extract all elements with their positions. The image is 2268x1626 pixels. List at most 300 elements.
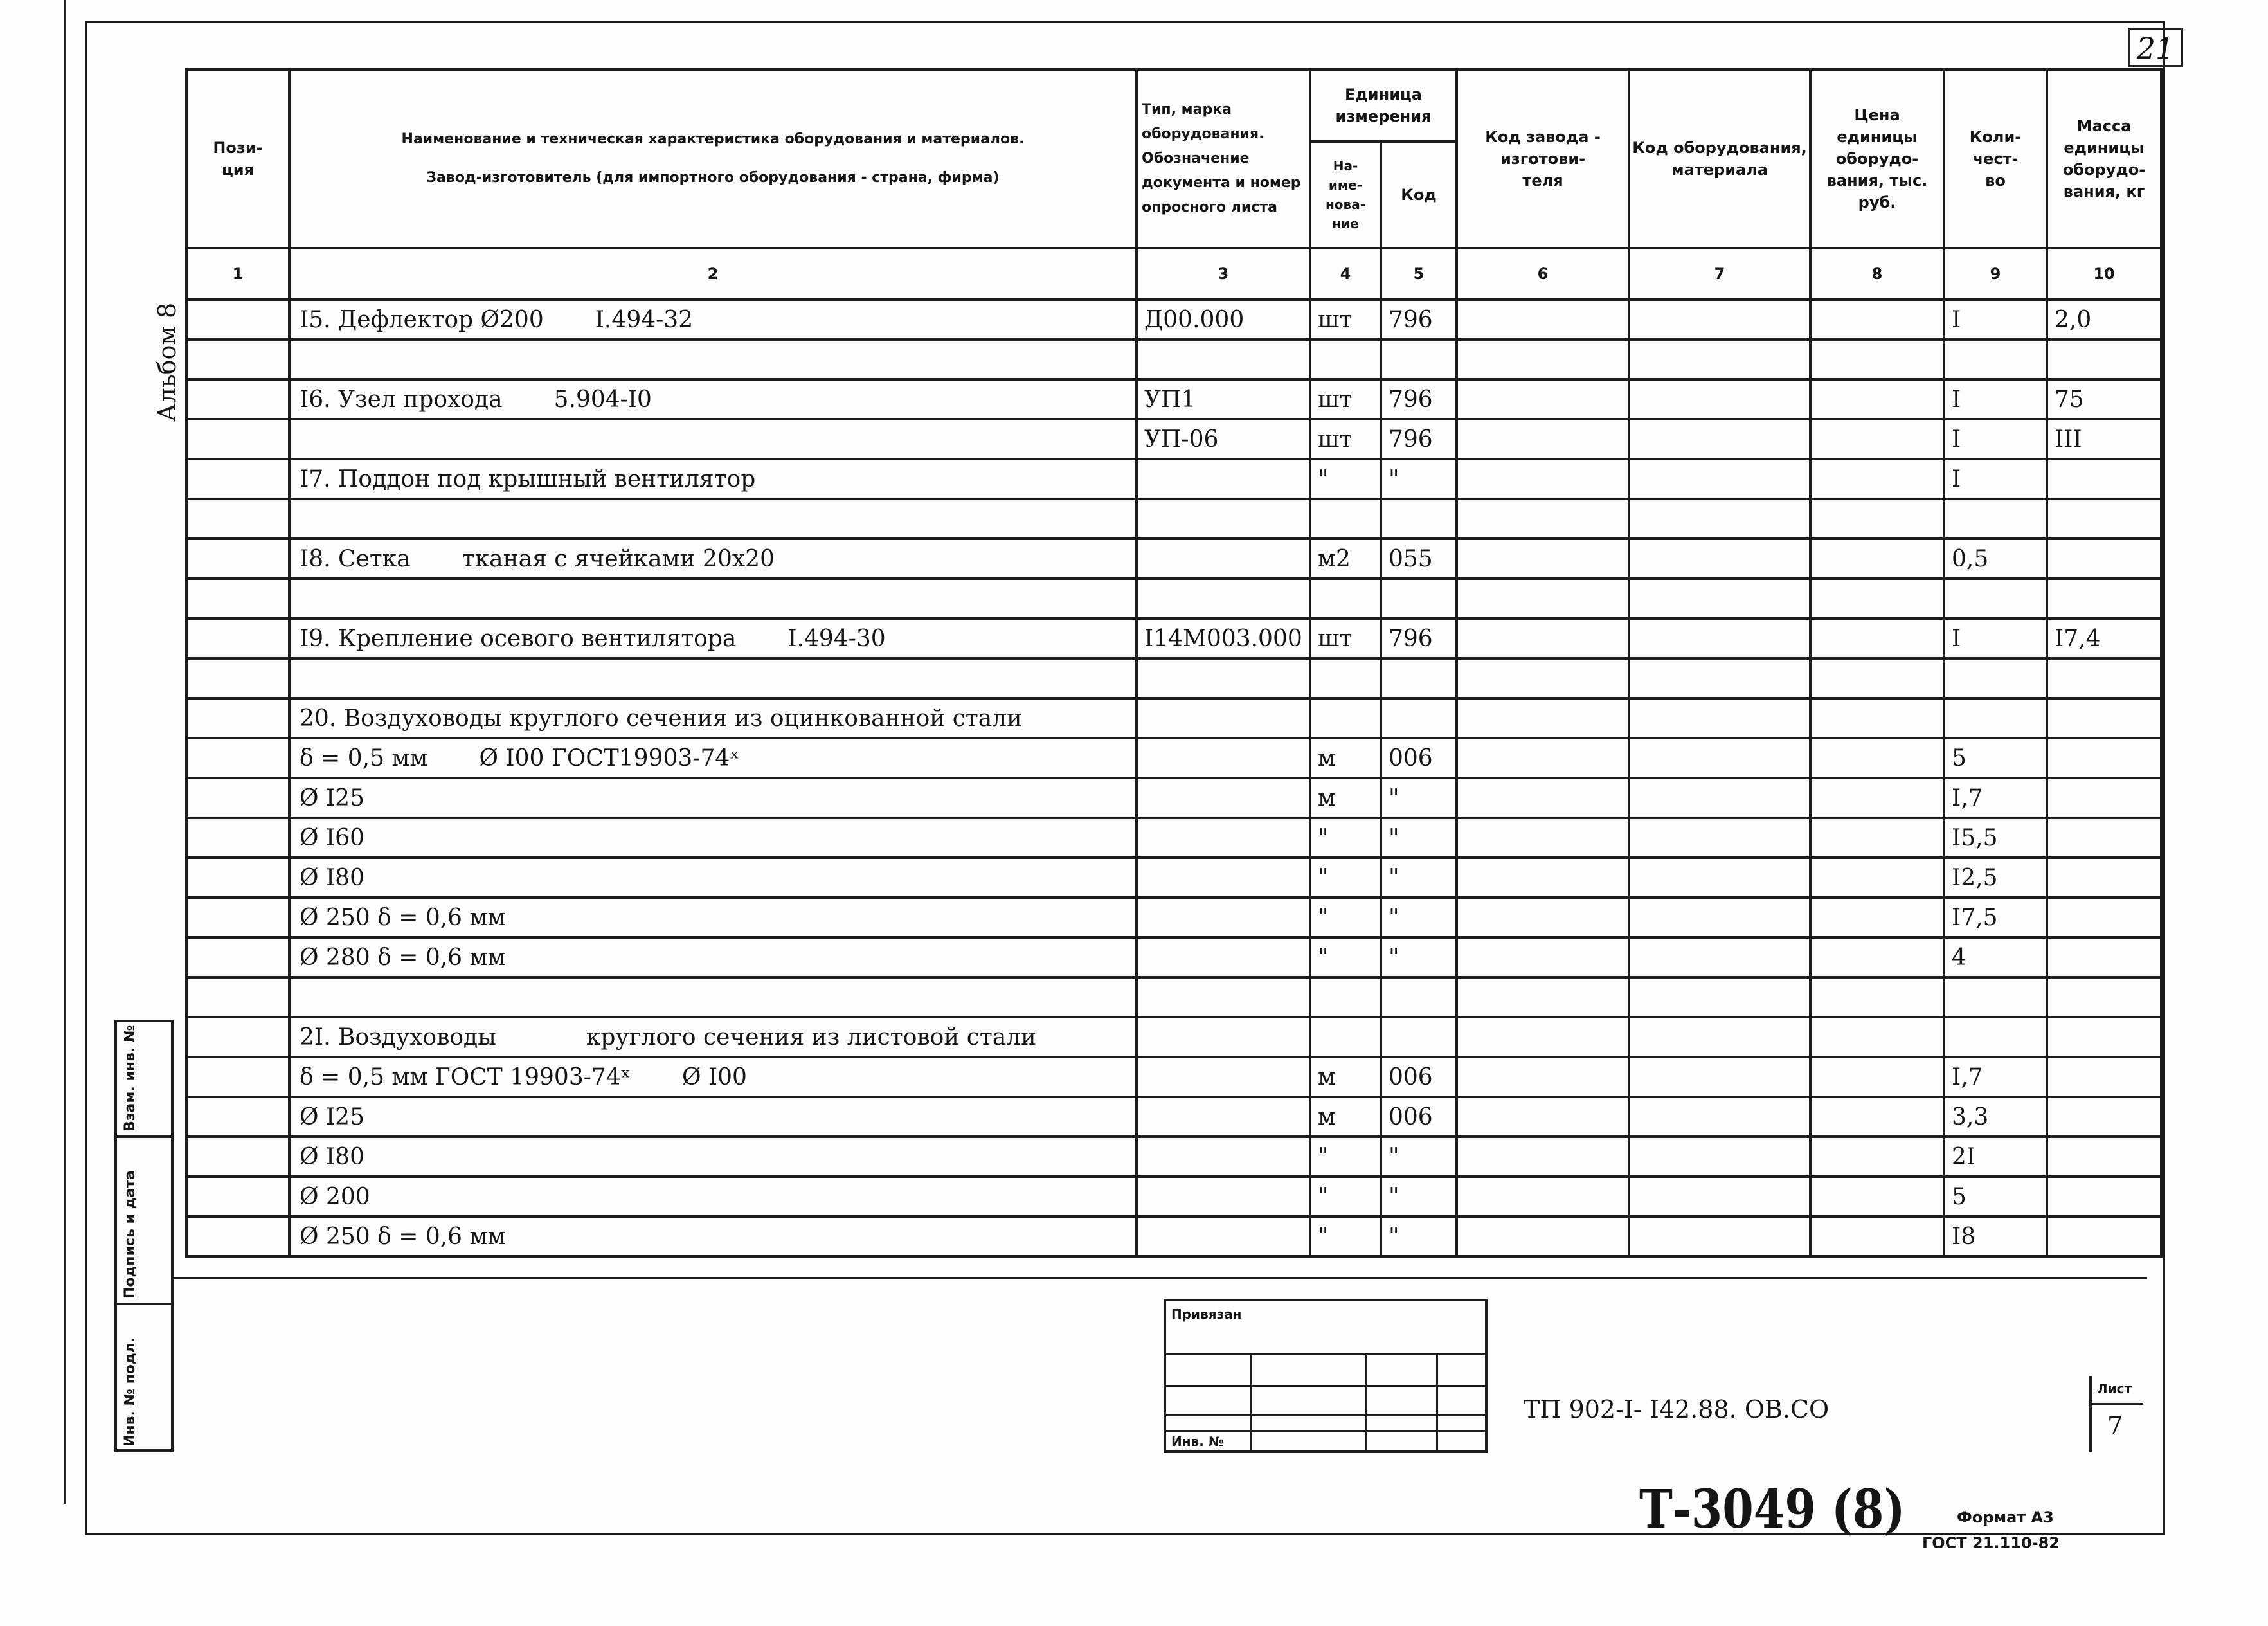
header-position: Пози- ция [186, 69, 289, 248]
cell-type [1137, 579, 1310, 619]
table-row [186, 1216, 2161, 1256]
cell-type: УП1 [1137, 379, 1310, 419]
cell-qty: 2I [1944, 1137, 2047, 1177]
col-num: 4 [1310, 248, 1381, 300]
cell-pos [186, 937, 289, 977]
item-name: Ø I25 [300, 1103, 364, 1130]
cell-name [289, 1057, 1137, 1097]
header-type: Тип, марка оборудования. Обозначение документа и номер опросного листа [1137, 69, 1310, 248]
cell-f6 [1457, 459, 1629, 499]
cell-qty: I [1944, 419, 2047, 459]
cell-code: " [1381, 858, 1457, 898]
cell-unit: " [1310, 459, 1381, 499]
cell-f7 [1629, 1057, 1810, 1097]
cell-type [1137, 658, 1310, 698]
cell-qty: I8 [1944, 1216, 2047, 1256]
cell-type [1137, 1137, 1310, 1177]
cell-type: I14М003.000 [1137, 619, 1310, 658]
cell-type [1137, 698, 1310, 738]
cell-qty: I [1944, 300, 2047, 339]
cell-pos [186, 858, 289, 898]
col-num: 3 [1137, 248, 1310, 300]
cell-f6 [1457, 339, 1629, 379]
cell-unit: " [1310, 818, 1381, 858]
cell-pos [186, 738, 289, 778]
cell-name [289, 738, 1137, 778]
grid-line [1436, 1353, 1438, 1453]
strip-inv-label: Инв. № подл. [122, 1337, 138, 1447]
inv-no-label: Инв. № [1171, 1434, 1224, 1449]
cell-code: 796 [1381, 300, 1457, 339]
cell-f7 [1629, 977, 1810, 1017]
cell-pos [186, 499, 289, 539]
item-name: I8. Сетка [300, 545, 411, 572]
cell-pos [186, 419, 289, 459]
cell-qty: I2,5 [1944, 858, 2047, 898]
cell-f8 [1810, 1137, 1944, 1177]
cell-mass [2047, 1017, 2161, 1057]
item-name: Ø 250 δ = 0,6 мм [300, 1223, 506, 1250]
header-unit: Единица измерения [1310, 69, 1457, 141]
cell-f7 [1629, 778, 1810, 818]
cell-f6 [1457, 300, 1629, 339]
cell-mass [2047, 738, 2161, 778]
cell-f7 [1629, 898, 1810, 937]
cell-mass [2047, 937, 2161, 977]
grid-line [1365, 1353, 1367, 1453]
cell-f6 [1457, 698, 1629, 738]
cell-type [1137, 898, 1310, 937]
cell-code [1381, 977, 1457, 1017]
item-reference: тканая с ячейками 20х20 [462, 545, 775, 572]
cell-code: " [1381, 778, 1457, 818]
col-num: 9 [1944, 248, 2047, 300]
item-reference: 5.904-I0 [554, 386, 652, 413]
cell-f6 [1457, 619, 1629, 658]
cell-mass [2047, 1057, 2161, 1097]
cell-f8 [1810, 419, 1944, 459]
table-row [186, 1017, 2161, 1057]
cell-name [289, 379, 1137, 419]
cell-code [1381, 658, 1457, 698]
cell-unit: " [1310, 937, 1381, 977]
cell-code: " [1381, 818, 1457, 858]
cell-f6 [1457, 937, 1629, 977]
table-row [186, 658, 2161, 698]
cell-type [1137, 539, 1310, 579]
item-name: I6. Узел прохода [300, 386, 503, 413]
cell-mass [2047, 499, 2161, 539]
cell-f8 [1810, 977, 1944, 1017]
cell-unit [1310, 1017, 1381, 1057]
privyazan-block [1164, 1299, 1488, 1453]
cell-qty [1944, 977, 2047, 1017]
grid-line [1250, 1353, 1252, 1453]
cell-qty [1944, 1017, 2047, 1057]
cell-f7 [1629, 818, 1810, 858]
gost-label: ГОСТ 21.110-82 [1922, 1534, 2060, 1548]
cell-type [1137, 858, 1310, 898]
table-row [186, 419, 2161, 459]
cell-f6 [1457, 977, 1629, 1017]
table-row [186, 1057, 2161, 1097]
cell-qty: I5,5 [1944, 818, 2047, 858]
cell-mass [2047, 459, 2161, 499]
cell-unit: шт [1310, 300, 1381, 339]
cell-pos [186, 619, 289, 658]
cell-f7 [1629, 579, 1810, 619]
cell-qty [1944, 499, 2047, 539]
cell-code: " [1381, 1216, 1457, 1256]
cell-f6 [1457, 1097, 1629, 1137]
cell-f8 [1810, 539, 1944, 579]
cell-name [289, 898, 1137, 937]
cell-mass [2047, 1216, 2161, 1256]
cell-name [289, 1216, 1137, 1256]
col-num: 10 [2047, 248, 2161, 300]
item-reference: I.494-32 [595, 306, 694, 333]
cell-f7 [1629, 1017, 1810, 1057]
cell-pos [186, 1216, 289, 1256]
cell-name [289, 977, 1137, 1017]
cell-mass [2047, 579, 2161, 619]
cell-code: " [1381, 1177, 1457, 1216]
cell-f7 [1629, 300, 1810, 339]
item-name: Ø I80 [300, 864, 364, 891]
cell-pos [186, 898, 289, 937]
cell-pos [186, 379, 289, 419]
table-row [186, 619, 2161, 658]
cell-f8 [1810, 778, 1944, 818]
table-row [186, 300, 2161, 339]
cell-f8 [1810, 937, 1944, 977]
item-name: I9. Крепление осевого вентилятора [300, 625, 737, 652]
cell-f6 [1457, 539, 1629, 579]
column-numbers-row [186, 248, 2161, 300]
table-row [186, 1097, 2161, 1137]
cell-qty: 5 [1944, 1177, 2047, 1216]
cell-f6 [1457, 1017, 1629, 1057]
cell-qty: I [1944, 459, 2047, 499]
cell-f7 [1629, 1216, 1810, 1256]
cell-f8 [1810, 898, 1944, 937]
cell-name [289, 1177, 1137, 1216]
cell-pos [186, 698, 289, 738]
cell-name [289, 300, 1137, 339]
cell-name [289, 419, 1137, 459]
cell-type [1137, 1177, 1310, 1216]
left-margin-line [64, 0, 66, 1504]
cell-unit: " [1310, 1137, 1381, 1177]
strip-vzam-label: Взам. инв. № [122, 1025, 138, 1132]
cell-unit [1310, 698, 1381, 738]
cell-f8 [1810, 619, 1944, 658]
item-name: Ø 280 δ = 0,6 мм [300, 944, 506, 971]
cell-qty: 5 [1944, 738, 2047, 778]
cell-name [289, 937, 1137, 977]
cell-f7 [1629, 658, 1810, 698]
cell-unit [1310, 579, 1381, 619]
cell-type [1137, 459, 1310, 499]
cell-f6 [1457, 898, 1629, 937]
cell-type [1137, 1097, 1310, 1137]
cell-code [1381, 579, 1457, 619]
item-name: Ø I25 [300, 784, 364, 811]
table-row [186, 937, 2161, 977]
cell-name [289, 619, 1137, 658]
cell-name [289, 339, 1137, 379]
cell-f7 [1629, 619, 1810, 658]
item-reference: Ø I00 [681, 1063, 747, 1090]
cell-unit: м [1310, 1097, 1381, 1137]
col-num: 6 [1457, 248, 1629, 300]
header-mass: Масса единицы оборудо- вания, кг [2047, 69, 2161, 248]
cell-f7 [1629, 738, 1810, 778]
cell-mass [2047, 1137, 2161, 1177]
cell-f6 [1457, 1057, 1629, 1097]
cell-name [289, 818, 1137, 858]
cell-code [1381, 339, 1457, 379]
cell-mass [2047, 818, 2161, 858]
privyazan-label: Привязан [1171, 1306, 1242, 1322]
cell-code [1381, 1017, 1457, 1057]
cell-f8 [1810, 379, 1944, 419]
cell-f8 [1810, 1017, 1944, 1057]
cell-f8 [1810, 339, 1944, 379]
cell-type [1137, 778, 1310, 818]
cell-name [289, 499, 1137, 539]
cell-type [1137, 937, 1310, 977]
cell-f6 [1457, 1216, 1629, 1256]
cell-pos [186, 1097, 289, 1137]
cell-name [289, 1137, 1137, 1177]
header-price: Цена единицы оборудо- вания, тыс. руб. [1810, 69, 1944, 248]
item-name: δ = 0,5 мм [300, 745, 428, 772]
cell-name [289, 1097, 1137, 1137]
cell-f6 [1457, 579, 1629, 619]
cell-mass: I7,4 [2047, 619, 2161, 658]
cell-f7 [1629, 937, 1810, 977]
header-name [289, 69, 1137, 248]
cell-f8 [1810, 499, 1944, 539]
cell-type [1137, 818, 1310, 858]
sheet-divider [2092, 1403, 2143, 1405]
cell-code: " [1381, 1137, 1457, 1177]
cell-code [1381, 698, 1457, 738]
sheet-number: 7 [2107, 1412, 2123, 1440]
cell-pos [186, 579, 289, 619]
cell-pos [186, 778, 289, 818]
cell-f6 [1457, 778, 1629, 818]
table-row [186, 738, 2161, 778]
item-name: 20. Воздуховоды круглого сечения из оцинкованной стали [300, 705, 1023, 732]
cell-pos [186, 818, 289, 858]
item-name: Ø I60 [300, 824, 364, 851]
cell-f7 [1629, 1137, 1810, 1177]
cell-name [289, 698, 1137, 738]
cell-mass: III [2047, 419, 2161, 459]
item-reference: Ø I00 ГОСТ19903-74ˣ [479, 745, 740, 772]
cell-name [289, 539, 1137, 579]
cell-code: 796 [1381, 419, 1457, 459]
item-name: Ø 200 [300, 1183, 370, 1210]
col-num: 5 [1381, 248, 1457, 300]
cell-type [1137, 1057, 1310, 1097]
table-row [186, 379, 2161, 419]
cell-name [289, 579, 1137, 619]
cell-qty: I [1944, 619, 2047, 658]
cell-code: 006 [1381, 1097, 1457, 1137]
cell-qty: I,7 [1944, 1057, 2047, 1097]
strip-podpis-label: Подпись и дата [122, 1170, 138, 1299]
cell-name [289, 858, 1137, 898]
col-num: 1 [186, 248, 289, 300]
cell-f8 [1810, 1177, 1944, 1216]
cell-qty: I,7 [1944, 778, 2047, 818]
cell-unit: " [1310, 858, 1381, 898]
cell-type [1137, 1216, 1310, 1256]
cell-f7 [1629, 698, 1810, 738]
cell-code: 055 [1381, 539, 1457, 579]
cell-f8 [1810, 738, 1944, 778]
cell-qty: 3,3 [1944, 1097, 2047, 1137]
cell-f6 [1457, 1177, 1629, 1216]
cell-f8 [1810, 459, 1944, 499]
cell-f6 [1457, 658, 1629, 698]
table-row [186, 698, 2161, 738]
cell-pos [186, 1137, 289, 1177]
item-name: I7. Поддон под крышный вентилятор [300, 465, 756, 492]
cell-unit: " [1310, 1216, 1381, 1256]
cell-unit: " [1310, 898, 1381, 937]
item-reference: I.494-30 [788, 625, 886, 652]
header-unit-code: Код [1381, 141, 1457, 248]
cell-unit: " [1310, 1177, 1381, 1216]
cell-mass [2047, 778, 2161, 818]
cell-f8 [1810, 300, 1944, 339]
cell-unit: м2 [1310, 539, 1381, 579]
cell-mass [2047, 858, 2161, 898]
cell-mass [2047, 539, 2161, 579]
header-name-line2: Завод-изготовитель (для импортного оборудования - страна, фирма) [426, 170, 1000, 186]
table-row [186, 977, 2161, 1017]
cell-pos [186, 539, 289, 579]
cell-f8 [1810, 818, 1944, 858]
cell-mass [2047, 698, 2161, 738]
format-label: Формат А3 [1957, 1508, 2054, 1526]
album-label: Альбом 8 [153, 302, 181, 422]
cell-type [1137, 499, 1310, 539]
item-reference: круглого сечения из листовой стали [586, 1024, 1037, 1051]
cell-pos [186, 459, 289, 499]
cell-f6 [1457, 499, 1629, 539]
cell-pos [186, 658, 289, 698]
cell-code: 006 [1381, 738, 1457, 778]
cell-f6 [1457, 379, 1629, 419]
cell-f8 [1810, 658, 1944, 698]
cell-unit [1310, 658, 1381, 698]
cell-f6 [1457, 1137, 1629, 1177]
cell-code: 796 [1381, 619, 1457, 658]
cell-f7 [1629, 1177, 1810, 1216]
cell-f6 [1457, 858, 1629, 898]
cell-mass [2047, 658, 2161, 698]
cell-f7 [1629, 419, 1810, 459]
cell-f7 [1629, 858, 1810, 898]
cell-mass: 75 [2047, 379, 2161, 419]
cell-name [289, 658, 1137, 698]
cell-code: " [1381, 459, 1457, 499]
table-row [186, 579, 2161, 619]
cell-unit: м [1310, 778, 1381, 818]
cell-mass [2047, 1177, 2161, 1216]
cell-f8 [1810, 858, 1944, 898]
cell-pos [186, 977, 289, 1017]
table-row [186, 858, 2161, 898]
item-name: Ø 250 δ = 0,6 мм [300, 904, 506, 931]
table-row [186, 1177, 2161, 1216]
cell-f8 [1810, 698, 1944, 738]
cell-name [289, 778, 1137, 818]
cell-type [1137, 1017, 1310, 1057]
cell-f6 [1457, 818, 1629, 858]
cell-f7 [1629, 499, 1810, 539]
cell-type: УП-06 [1137, 419, 1310, 459]
cell-name [289, 459, 1137, 499]
col-num: 8 [1810, 248, 1944, 300]
cell-mass: 2,0 [2047, 300, 2161, 339]
cell-qty [1944, 339, 2047, 379]
cell-unit [1310, 499, 1381, 539]
title-block [174, 1277, 2147, 1452]
cell-f7 [1629, 539, 1810, 579]
cell-f6 [1457, 419, 1629, 459]
sheet-box [2089, 1376, 2143, 1452]
cell-qty [1944, 658, 2047, 698]
cell-pos [186, 1017, 289, 1057]
item-name: I5. Дефлектор Ø200 [300, 306, 544, 333]
cell-qty: I7,5 [1944, 898, 2047, 937]
cell-code: " [1381, 937, 1457, 977]
col-num: 7 [1629, 248, 1810, 300]
cell-f6 [1457, 738, 1629, 778]
cell-f7 [1629, 339, 1810, 379]
cell-code: 796 [1381, 379, 1457, 419]
cell-unit: м [1310, 738, 1381, 778]
table-row [186, 339, 2161, 379]
cell-mass [2047, 898, 2161, 937]
cell-f7 [1629, 1097, 1810, 1137]
cell-type [1137, 339, 1310, 379]
cell-name [289, 1017, 1137, 1057]
cell-f7 [1629, 459, 1810, 499]
cell-pos [186, 339, 289, 379]
cell-unit [1310, 977, 1381, 1017]
sheet-corner-number: 21 [2128, 28, 2183, 67]
table-row [186, 1137, 2161, 1177]
cell-unit: шт [1310, 619, 1381, 658]
document-reference: ТП 902-I- I42.88. ОВ.СО [1524, 1395, 1830, 1423]
table-row [186, 459, 2161, 499]
cell-unit: шт [1310, 379, 1381, 419]
cell-type [1137, 738, 1310, 778]
cell-type [1137, 977, 1310, 1017]
item-name: δ = 0,5 мм ГОСТ 19903-74ˣ [300, 1063, 631, 1090]
header-name-line1: Наименование и техническая характеристика оборудования и материалов. [401, 131, 1025, 147]
cell-qty [1944, 579, 2047, 619]
table-row [186, 818, 2161, 858]
cell-unit: шт [1310, 419, 1381, 459]
